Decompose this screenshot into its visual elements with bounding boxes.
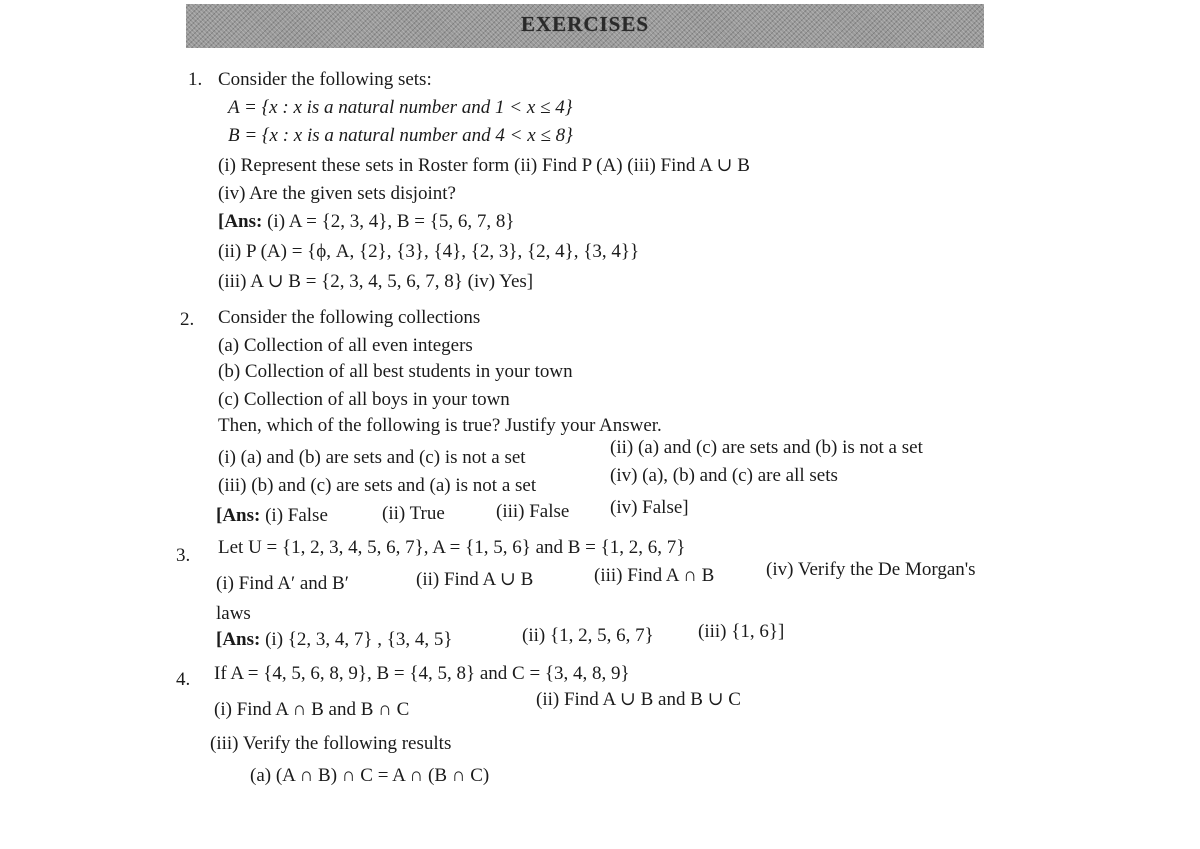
exercise-2-answer-part-ii: (ii) True: [382, 503, 445, 524]
exercise-1-answer-line-3: (iii) A ∪ B = {2, 3, 4, 5, 6, 7, 8} (iv) Yes]: [218, 271, 534, 292]
exercise-2-answer: [216, 504, 328, 528]
exercise-2-option-iii: (iii) (b) and (c) are sets and (a) is not a set: [218, 475, 537, 496]
answer-label: [Ans:: [218, 211, 263, 232]
exercise-3-answer-part-ii: (ii) {1, 2, 5, 6, 7}: [522, 625, 654, 646]
exercise-3-given: Let U = {1, 2, 3, 4, 5, 6, 7}, A = {1, 5, 6} and B = {1, 2, 6, 7}: [218, 537, 686, 558]
exercise-3-part-i: (i) Find A′ and B′: [216, 573, 349, 594]
exercise-1-set-b: B = {x : x is a natural number and 4 < x ≤ 8}: [228, 125, 573, 146]
answer-label: [Ans:: [216, 629, 261, 650]
exercise-2-option-i: (i) (a) and (b) are sets and (c) is not a set: [218, 447, 526, 468]
exercise-1-question-iv: (iv) Are the given sets disjoint?: [218, 183, 456, 204]
answer-text: (i) A = {2, 3, 4}, B = {5, 6, 7, 8}: [267, 211, 515, 232]
exercise-3-part-ii: (ii) Find A ∪ B: [416, 569, 534, 590]
exercise-1-intro: Consider the following sets:: [218, 69, 432, 90]
exercise-4-given: If A = {4, 5, 6, 8, 9}, B = {4, 5, 8} and C = {3, 4, 8, 9}: [214, 663, 630, 684]
exercise-3-answer: [216, 628, 453, 652]
answer-part-i: (i) False: [265, 505, 328, 526]
exercise-1-answer-line-2: (ii) P (A) = {ϕ, A, {2}, {3}, {4}, {2, 3}, {2, 4}, {3, 4}}: [218, 241, 640, 262]
exercise-3-part-iv: (iv) Verify the De Morgan's: [766, 559, 976, 580]
exercise-2-answer-part-iv: (iv) False]: [610, 497, 689, 518]
exercise-2-collection-b: (b) Collection of all best students in your town: [218, 361, 573, 382]
exercise-4-part-i: (i) Find A ∩ B and B ∩ C: [214, 699, 410, 720]
exercise-4-result-a: (a) (A ∩ B) ∩ C = A ∩ (B ∩ C): [250, 765, 490, 786]
exercise-2-collection-c: (c) Collection of all boys in your town: [218, 389, 510, 410]
exercise-4-number: 4.: [176, 669, 191, 690]
exercise-3-part-iii: (iii) Find A ∩ B: [594, 565, 715, 586]
exercise-2-intro: Consider the following collections: [218, 307, 481, 328]
exercise-2-collection-a: (a) Collection of all even integers: [218, 335, 473, 356]
exercise-2-option-iv: (iv) (a), (b) and (c) are all sets: [610, 465, 838, 486]
exercise-1-questions: (i) Represent these sets in Roster form (ii) Find P (A) (iii) Find A ∪ B: [218, 155, 750, 176]
exercise-2-answer-part-iii: (iii) False: [496, 501, 570, 522]
exercises-header-bar: [186, 4, 984, 48]
exercise-3-continuation: laws: [216, 603, 251, 624]
exercise-2-option-ii: (ii) (a) and (c) are sets and (b) is not a set: [610, 437, 923, 458]
exercise-4-part-iii: (iii) Verify the following results: [210, 733, 452, 754]
exercise-2-number: 2.: [180, 309, 195, 330]
exercise-1-answer-line-1: [218, 210, 514, 234]
exercise-1-set-a: A = {x : x is a natural number and 1 < x ≤ 4}: [228, 97, 573, 118]
exercise-2-question: Then, which of the following is true? Justify your Answer.: [218, 415, 662, 436]
answer-part-i: (i) {2, 3, 4, 7} , {3, 4, 5}: [265, 629, 453, 650]
answer-label: [Ans:: [216, 505, 261, 526]
exercise-3-answer-part-iii: (iii) {1, 6}]: [698, 621, 785, 642]
exercise-3-number: 3.: [176, 545, 191, 566]
exercise-4-part-ii: (ii) Find A ∪ B and B ∪ C: [536, 689, 741, 710]
page-title: EXERCISES: [520, 12, 650, 36]
exercise-1-number: 1.: [188, 69, 203, 90]
